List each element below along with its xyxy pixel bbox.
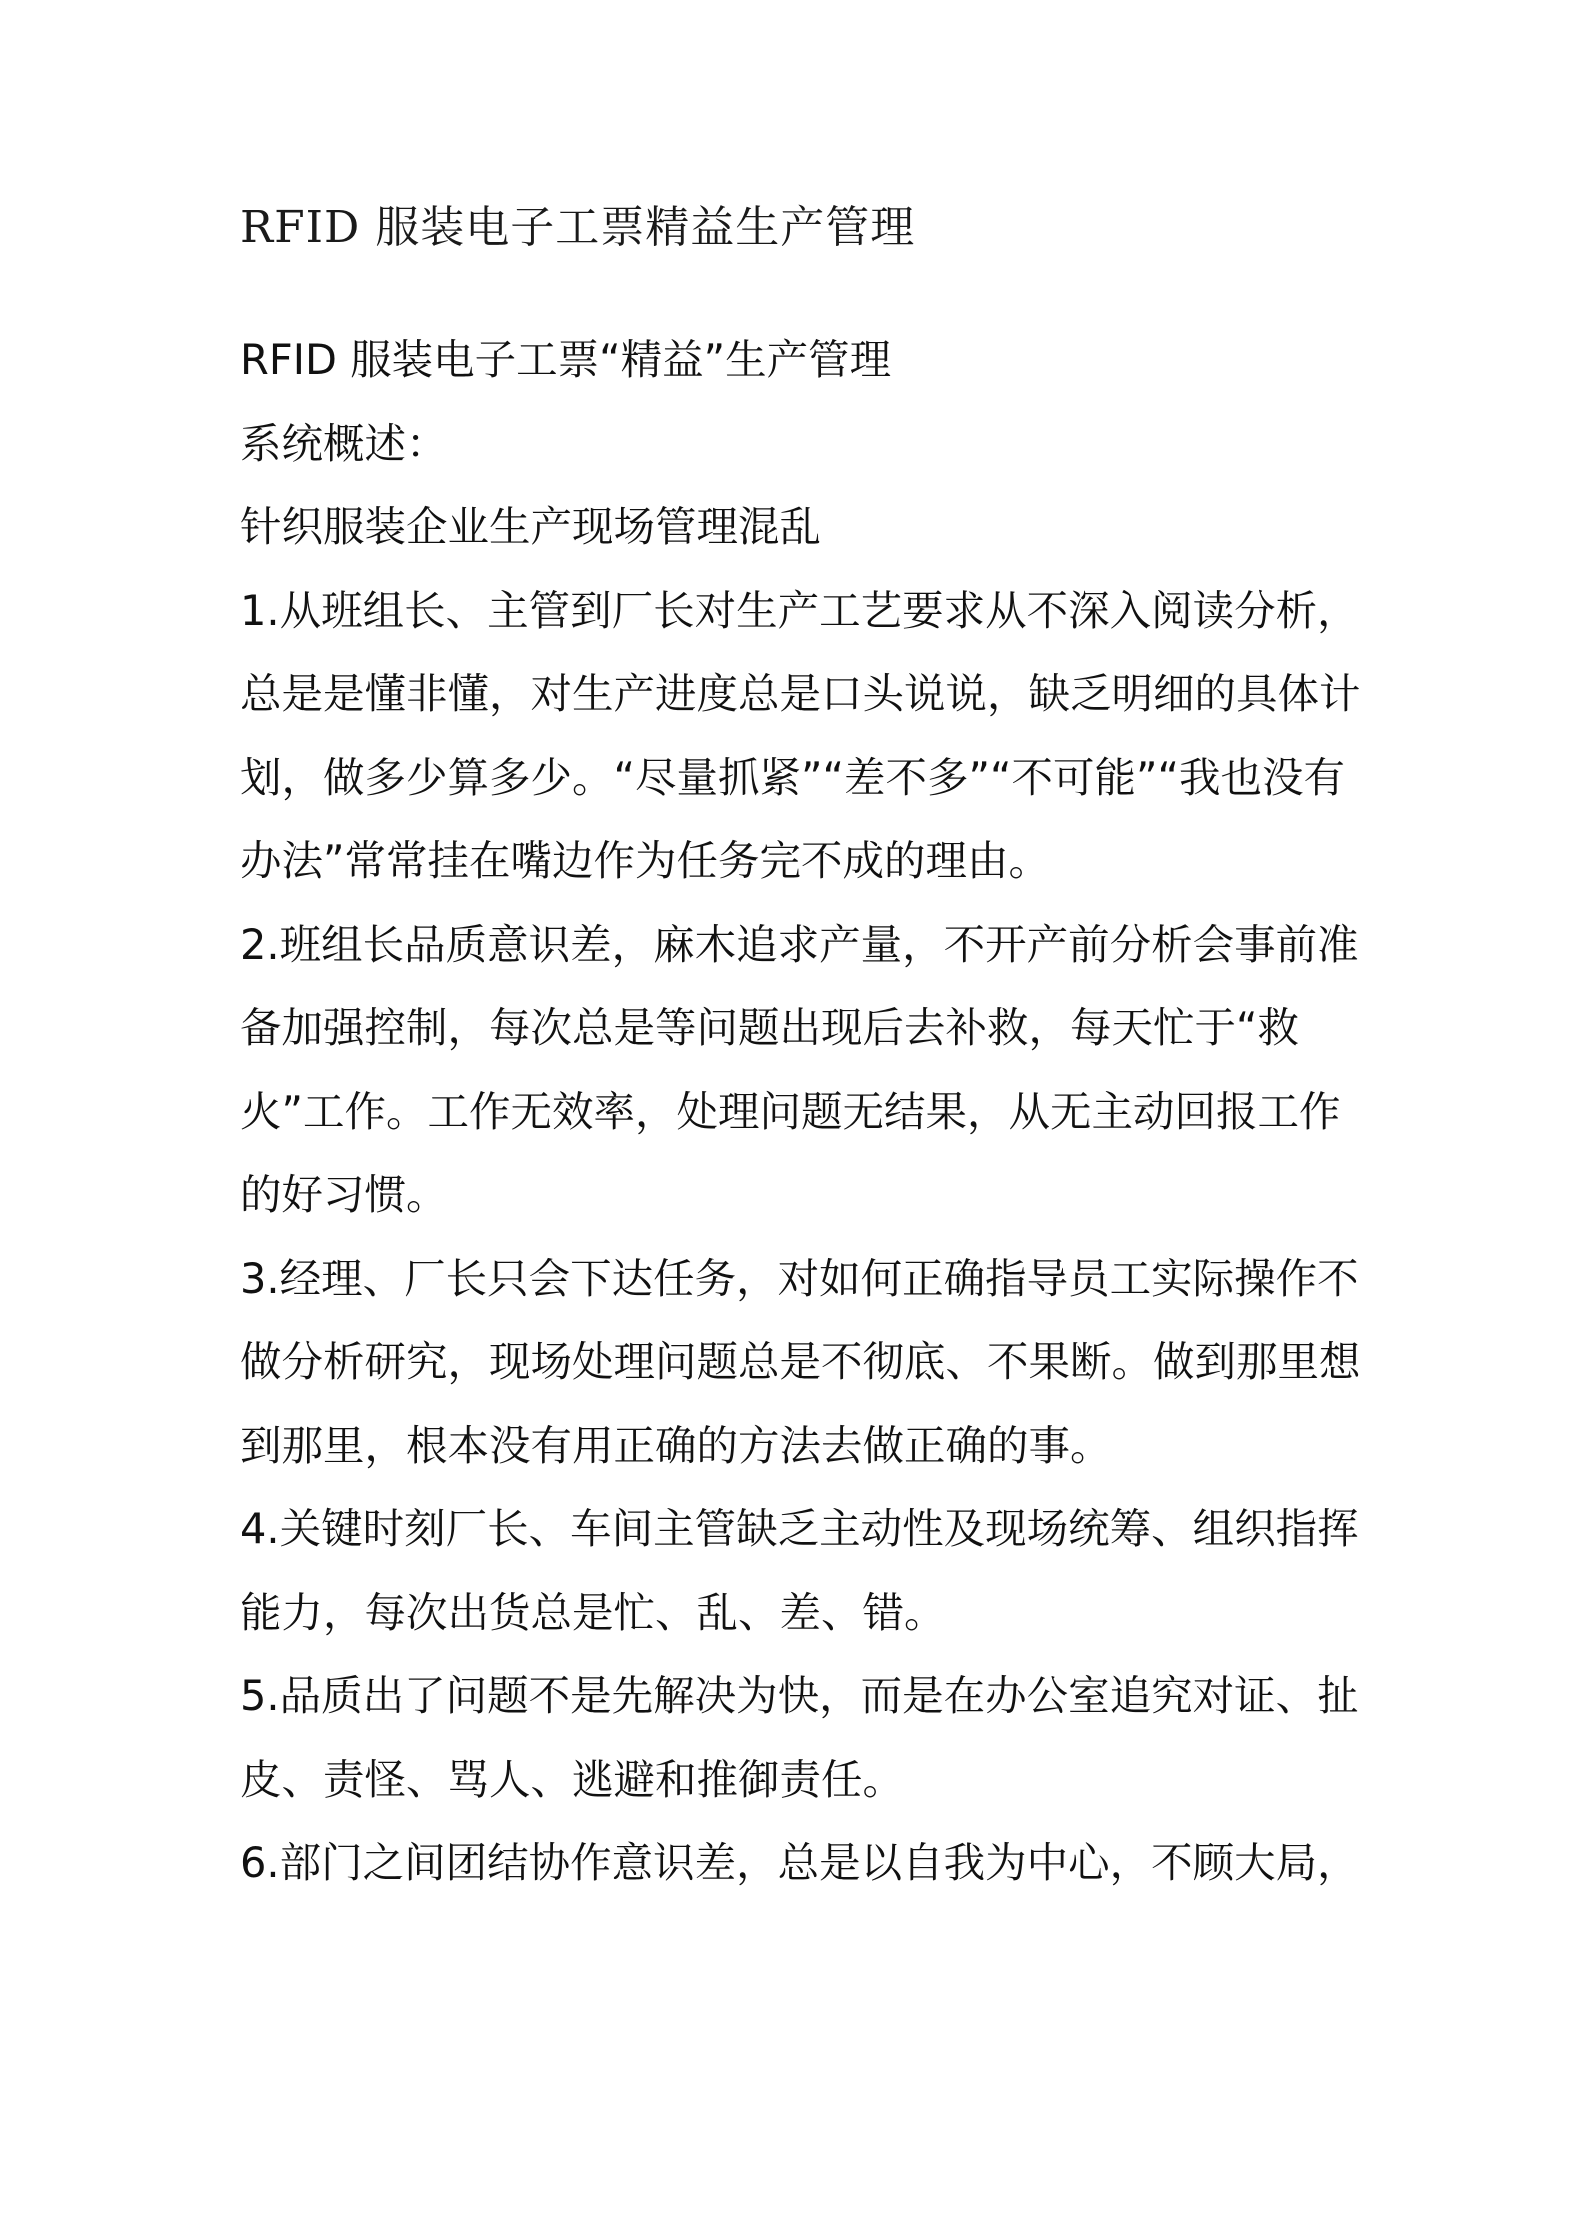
list-item-3: 3.经理、厂长只会下达任务，对如何正确指导员工实际操作不做分析研究，现场处理问题总是不彻底、不果断。做到那里想到那里，根本没有用正确的方法去做正确的事。 [240, 1253, 1361, 1470]
section-heading: RFID 服装电子工票“精益”生产管理 [240, 335, 892, 384]
document-body [240, 318, 1370, 1905]
document-title: RFID 服装电子工票精益生产管理 [240, 202, 916, 253]
list-item-1: 1.从班组长、主管到厂长对生产工艺要求从不深入阅读分析，总是是懂非懂，对生产进度总是口头说说，缺乏明细的具体计划，做多少算多少。“尽量抓紧”“差不多”“不可能”“我也没有办法”常常挂在嘴边作为任务完不成的理由。 [240, 585, 1361, 885]
list-item-2: 2.班组长品质意识差，麻木追求产量，不开产前分析会事前准备加强控制，每次总是等问题出现后去补救，每天忙于“救火”工作。工作无效率，处理问题无结果，从无主动回报工作的好习惯。 [240, 919, 1359, 1219]
system-overview-label: 系统概述： [240, 418, 448, 468]
topic-line: 针织服装企业生产现场管理混乱 [240, 502, 822, 551]
list-item-6: 6.部门之间团结协作意识差，总是以自我为中心，不顾大局， [240, 1838, 1359, 1887]
list-item-4: 4.关键时刻厂长、车间主管缺乏主动性及现场统筹、组织指挥能力，每次出货总是忙、乱、差、错。 [240, 1504, 1359, 1637]
list-item-5: 5.品质出了问题不是先解决为快，而是在办公室追究对证、扯皮、责怪、骂人、逃避和推御责任。 [240, 1671, 1359, 1804]
